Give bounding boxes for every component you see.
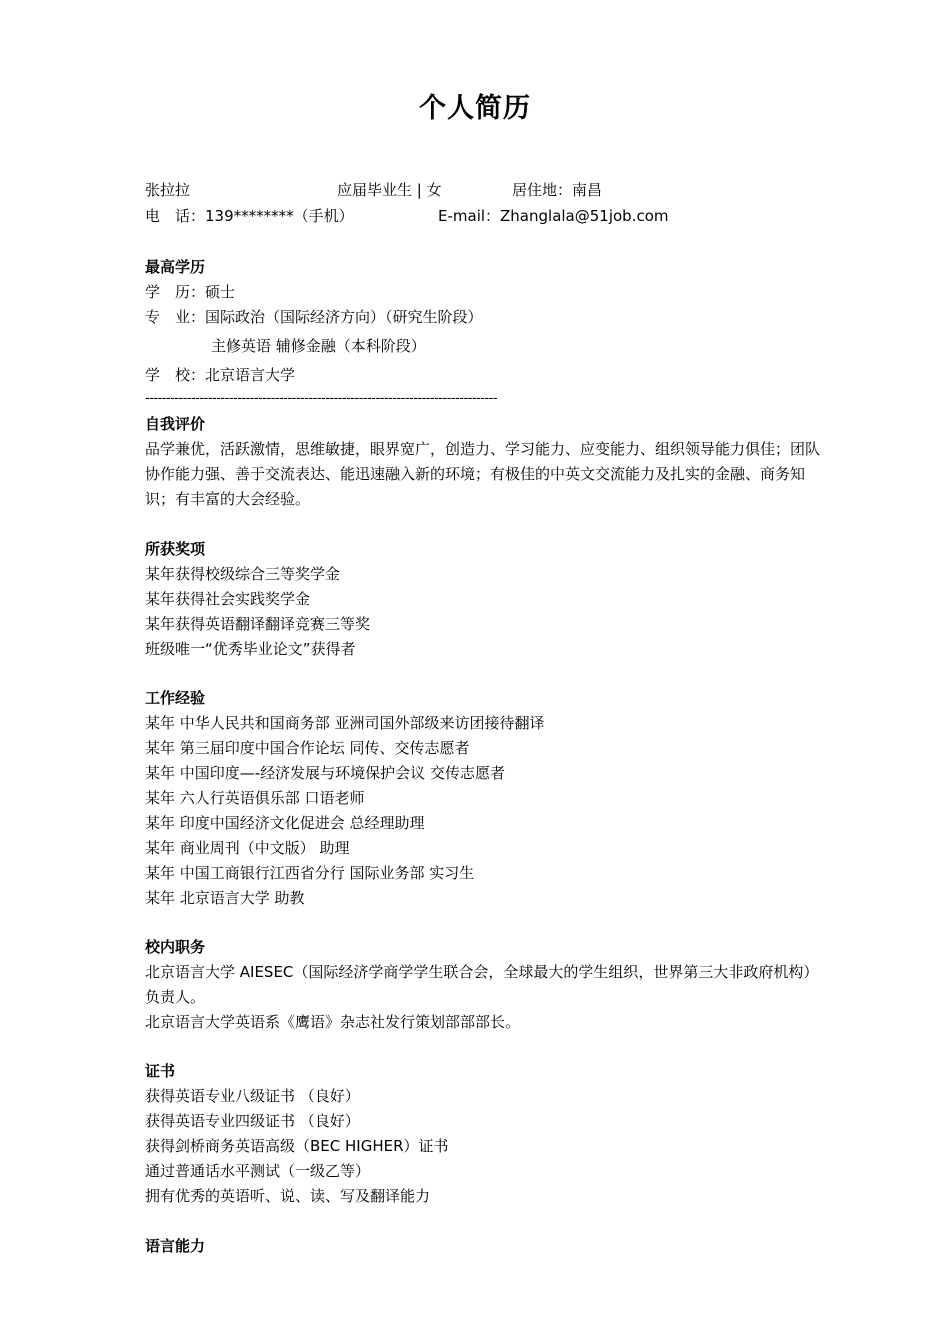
work-item: 某年 六人行英语俱乐部 口语老师: [145, 789, 365, 807]
certificates-heading: 证书: [145, 1062, 176, 1080]
education-heading: 最高学历: [145, 258, 206, 276]
work-item: 某年 中国印度—-经济发展与环境保护会议 交传志愿者: [145, 764, 505, 782]
work-item: 某年 中国工商银行江西省分行 国际业务部 实习生: [145, 864, 475, 882]
work-item: 某年 商业周刊（中文版） 助理: [145, 839, 350, 857]
certificate-item: 获得剑桥商务英语高级（BEC HIGHER）证书: [145, 1137, 449, 1155]
candidate-status: 应届毕业生 | 女: [337, 181, 442, 199]
work-item: 某年 中华人民共和国商务部 亚洲司国外部级来访团接待翻译: [145, 714, 545, 732]
self-evaluation-heading: 自我评价: [145, 415, 206, 433]
campus-heading: 校内职务: [145, 938, 206, 956]
awards-heading: 所获奖项: [145, 540, 206, 558]
page-title: 个人简历: [419, 93, 531, 124]
award-item: 某年获得社会实践奖学金: [145, 590, 311, 608]
award-item: 某年获得校级综合三等奖学金: [145, 565, 341, 583]
education-major-undergraduate: 主修英语 辅修金融（本科阶段）: [211, 337, 426, 355]
education-school: 学 校：北京语言大学: [145, 366, 296, 384]
work-item: 某年 北京语言大学 助教: [145, 889, 305, 907]
certificate-item: 获得英语专业四级证书 （良好）: [145, 1112, 360, 1130]
work-heading: 工作经验: [145, 689, 206, 707]
certificate-item: 获得英语专业八级证书 （良好）: [145, 1087, 360, 1105]
work-item: 某年 印度中国经济文化促进会 总经理助理: [145, 814, 425, 832]
certificate-item: 拥有优秀的英语听、说、读、写及翻译能力: [145, 1187, 431, 1205]
campus-role-aiesec: 北京语言大学 AIESEC（国际经济学商学学生联合会，全球最大的学生组织，世界第三大非政府机构）负责人。: [145, 963, 819, 1006]
candidate-phone: 电 话：139********（手机）: [145, 207, 354, 225]
work-item: 某年 第三届印度中国合作论坛 同传、交传志愿者: [145, 739, 470, 757]
section-divider: ------------------------------------------------------------------------------------: [145, 392, 498, 406]
education-major-graduate: 专 业：国际政治（国际经济方向）（研究生阶段）: [145, 308, 483, 326]
award-item: 某年获得英语翻译翻译竞赛三等奖: [145, 615, 371, 633]
award-item: 班级唯一“优秀毕业论文”获得者: [145, 640, 356, 658]
candidate-name: 张拉拉: [145, 181, 191, 199]
candidate-residence: 居住地：南昌: [512, 181, 603, 199]
education-degree: 学 历：硕士: [145, 283, 236, 301]
campus-role-magazine: 北京语言大学英语系《鹰语》杂志社发行策划部部部长。: [145, 1013, 521, 1031]
certificate-item: 通过普通话水平测试（一级乙等）: [145, 1162, 371, 1180]
language-heading: 语言能力: [145, 1237, 206, 1255]
self-evaluation-text: 品学兼优，活跃激情，思维敏捷，眼界宽广，创造力、学习能力、应变能力、组织领导能力俱佳；团队协作能力强、善于交流表达、能迅速融入新的环境；有极佳的中英文交流能力及扎实的金融、商务知识；有丰富的大会经验。: [145, 440, 821, 508]
candidate-email: E-mail：Zhanglala@51job.com: [438, 207, 669, 225]
